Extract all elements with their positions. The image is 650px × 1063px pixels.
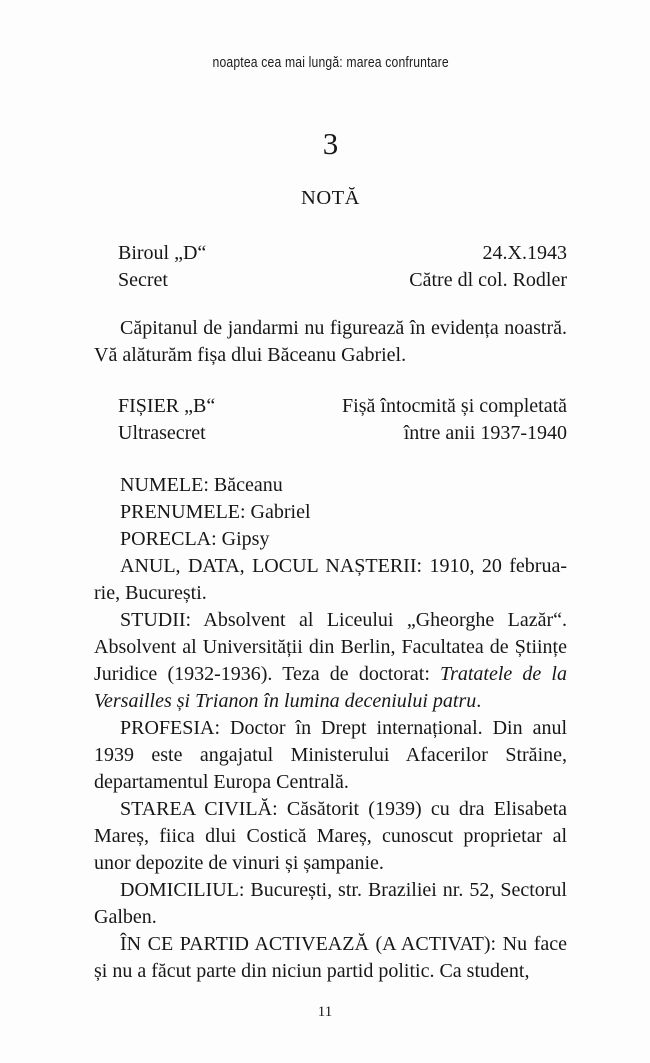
memo-recipient: Către dl col. Rodler (409, 269, 567, 291)
fiche-entry-nasterii: ANUL, DATA, LOCUL NAȘTERII: 1910, 20 februarie, București. (94, 555, 567, 604)
memo-body-paragraph: Căpitanul de jandarmi nu figurează în evidența noastră. Vă alăturăm fișa dlui Băceanu Gabriel. (94, 317, 567, 366)
fiche-entry-domiciliul: DOMICILIUL: București, str. Braziliei nr. 52, Sectorul Galben. (94, 879, 567, 928)
memo-classification: Secret (118, 269, 168, 291)
fiche-studii-thesis-title: Tratatele de la Versailles și Trianon în lumina deceniului patru (94, 663, 567, 712)
chapter-number: 3 (322, 126, 339, 161)
fiche-entry-profesia: PROFESIA: Doctor în Drept internațional. Din anul 1939 este angajatul Ministerului Afacerilor Străine, departamentul Europa Centrală. (94, 717, 567, 793)
file-header-row-2 (94, 420, 567, 447)
file-years-note: între anii 1937-1940 (403, 422, 567, 444)
file-label: FIȘIER „B“ (118, 395, 216, 417)
memo-header-row-2 (94, 267, 567, 294)
fiche-entry-studii (94, 607, 567, 715)
page-number: 11 (317, 1004, 333, 1020)
fiche-studii-text: STUDII: Absolvent al Liceului „Gheorghe Lazăr“. Absolvent al Universității din Berlin, Facultatea de Științe Juridice (1932-1936). Teza de doctorat: (94, 609, 567, 685)
running-head-text: noaptea cea mai lungă: marea confruntare (212, 55, 449, 71)
running-head (94, 0, 567, 72)
fiche-section (94, 472, 567, 985)
fiche-studii-period: . (476, 690, 482, 712)
fiche-entry-partid: ÎN CE PARTID ACTIVEAZĂ (A ACTIVAT): Nu face și nu a făcut parte din niciun partid politic. Ca student, (94, 933, 567, 982)
fiche-entry-porecla: PORECLA: Gipsy (120, 528, 270, 550)
fiche-entry-numele: NUMELE: Băceanu (120, 474, 283, 496)
file-completed-note: Fișă întocmită și completată (342, 395, 567, 417)
memo-office: Biroul „D“ (118, 242, 207, 264)
file-header-row-1 (94, 393, 567, 420)
file-header (94, 393, 567, 447)
fiche-entry-starea-civila: STAREA CIVILĂ: Căsătorit (1939) cu dra Elisabeta Mareș, fiica dlui Costică Mareș, cunoscut proprietar al unor depozite de vinuri și șampanie. (94, 798, 567, 874)
memo-header (94, 240, 567, 294)
chapter-title: NOTĂ (301, 187, 360, 209)
fiche-entry-prenumele: PRENUMELE: Gabriel (120, 501, 311, 523)
memo-header-row-1 (94, 240, 567, 267)
memo-date: 24.X.1943 (482, 242, 567, 264)
file-classification: Ultrasecret (118, 422, 206, 444)
